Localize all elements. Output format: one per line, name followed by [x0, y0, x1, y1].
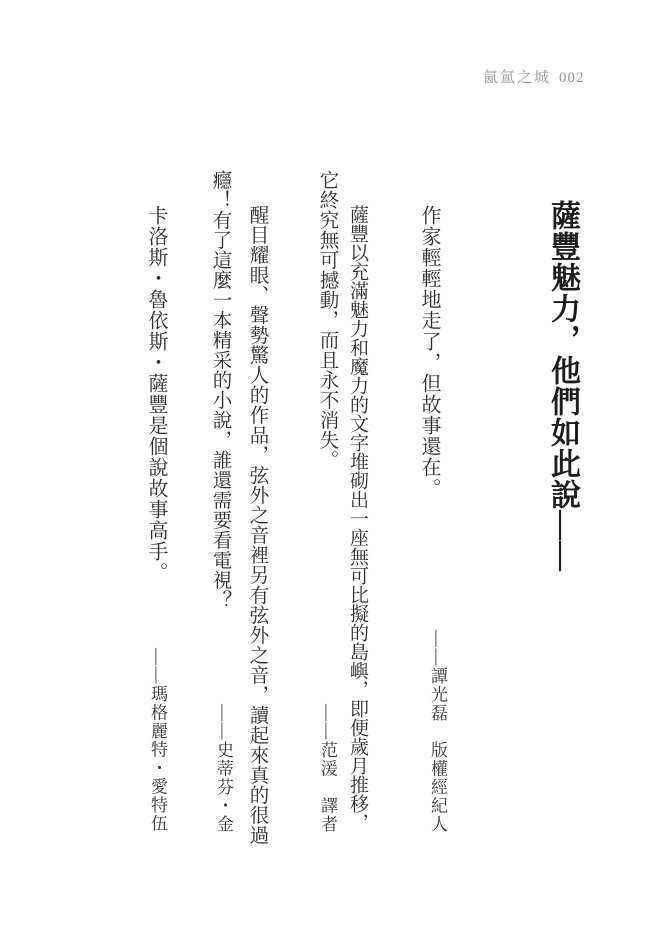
- running-head-book-title: 氤氳之城: [483, 70, 552, 86]
- quote-line: 作家輕輕地走了，但故事還在。: [418, 205, 440, 499]
- quote-attribution: ——瑪格麗特・愛特伍: [148, 648, 167, 833]
- quote-line: 醒目耀眼、聲勢驚人的作品，弦外之音裡另有弦外之音，讀起來真的很過: [246, 205, 268, 845]
- quote-attribution: ——史蒂芬・金: [214, 703, 233, 833]
- running-head: [483, 66, 585, 87]
- quote-attribution: ——范湲 譯者: [318, 703, 337, 833]
- quote-line: 癮！有了這麼一本精采的小說，誰還需要看電視？: [209, 170, 231, 610]
- page-number: 002: [559, 70, 585, 86]
- quote-line: 它終究無可撼動，而且永不消失。: [316, 170, 338, 470]
- quote-line: 薩豐以充滿魅力和魔力的文字堆砌出一座無可比擬的島嶼，即便歲月推移，: [347, 205, 368, 832]
- section-title: 薩豐魅力，他們如此說——: [546, 200, 579, 572]
- quote-line: 卡洛斯・魯依斯・薩豐是個說故事高手。: [145, 205, 167, 583]
- quote-attribution: ——譚光磊 版權經紀人: [428, 629, 447, 833]
